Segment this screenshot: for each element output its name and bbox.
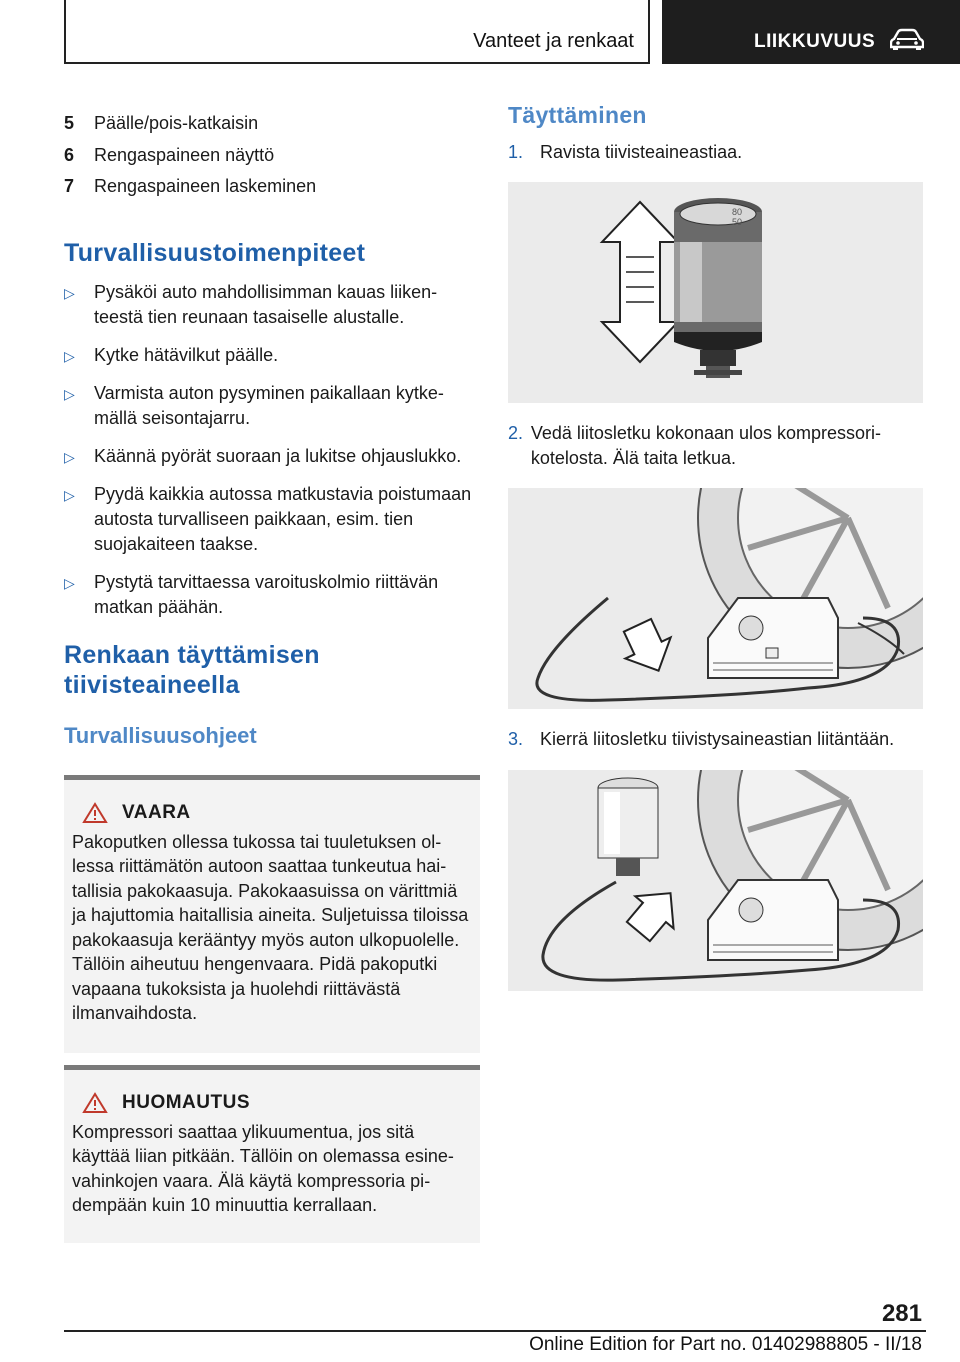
page-header [64,0,960,64]
safety-list [64,280,480,620]
danger-box [64,775,480,1053]
triangle-bullet-icon: ▷ [64,284,75,301]
triangle-bullet-icon: ▷ [64,347,75,364]
list-item: ▷ Pyydä kaikkia autossa matkustavia poistumaan autosta turvalliseen paikkaan, esim. tien suojakaiteen taakse. [64,483,472,554]
page-number: 281 [881,1300,922,1327]
safety-instructions-heading: Turvallisuusohjeet [64,722,257,748]
safety-heading: Turvallisuustoimenpiteet [64,238,366,267]
legend-item: 5 Päälle/pois-katkaisin [64,113,259,133]
section-tab [64,0,650,64]
triangle-bullet-icon: ▷ [64,448,75,465]
section-title: Vanteet ja renkaat [473,30,634,52]
list-item: ▷ Varmista auton pysyminen paikallaan kytkemällä seisontajarru. [64,382,444,428]
triangle-bullet-icon: ▷ [64,574,75,591]
chapter-tab [662,0,960,64]
danger-text: Pakoputken ollessa tukossa tai tuuletuksen ollessa riittämätön autoon saattaa tunkeutua haitallisia pakokaasuja. Pakokaasuissa on värittmiä ja hajuttomia haitallisia aineita. Suljetuissa tiloissa pakokaasuja kerääntyy myös auton ulkopuolelle. Tällöin aiheutuu hengenvaara. Pidä pakoputki vapaana tukoksista ja huolehdi riittävästä ilmanvaihdosta. [72,831,469,1023]
danger-label: VAARA [122,801,191,823]
triangle-bullet-icon: ▷ [64,385,75,402]
warning-triangle-icon [82,1092,108,1114]
compressor-hose-illustration [508,488,923,709]
shake-bottle-illustration [508,182,923,403]
notice-box [64,1065,480,1243]
list-item: ▷ Pystytä tarvittaessa varoituskolmio riittävän matkan päähän. [64,571,439,617]
warning-triangle-icon [82,802,108,824]
sealant-heading: Renkaan täyttämisen tiivisteaineella [64,640,320,699]
step-item: 1. Ravista tiivisteaineastiaa. [508,142,743,162]
list-item: ▷ Käännä pyörät suoraan ja lukitse ohjauslukko. [64,444,480,469]
notice-label: HUOMAUTUS [122,1091,250,1113]
footer-divider [64,1330,926,1332]
filling-heading: Täyttäminen [508,102,647,128]
svg-text:50: 50 [732,217,743,227]
car-icon [890,28,924,50]
svg-text:80: 80 [732,207,743,217]
notice-text: Kompressori saattaa ylikuumentua, jos sitä käyttää liian pitkään. Tällöin on olemassa esinevahinkojen vaara. Älä käytä kompressoria pidempään kuin 10 minuuttia kerrallaan. [72,1121,454,1215]
legend-item: 6 Rengaspaineen näyttö [64,144,275,165]
legend-list [64,108,480,203]
list-item: ▷ Pysäköi auto mahdollisimman kauas liikenteestä tien reunaan tasaiselle alustalle. [64,281,438,327]
connect-hose-illustration [508,770,923,991]
list-item: ▷ Kytke hätävilkut päälle. [64,343,480,368]
legend-item: 7 Rengaspaineen laskeminen [64,176,317,196]
step-item: 3. Kierrä liitosletku tiivistysaineastian liitäntään. [508,729,895,749]
chapter-title: LIIKKUVUUS [754,31,876,52]
edition-info: Online Edition for Part no. 01402988805 - II/18 [529,1334,922,1355]
triangle-bullet-icon: ▷ [64,486,75,503]
step-item: 2. Vedä liitosletku kokonaan ulos kompressorikotelosta. Älä taita letkua. [508,423,882,468]
